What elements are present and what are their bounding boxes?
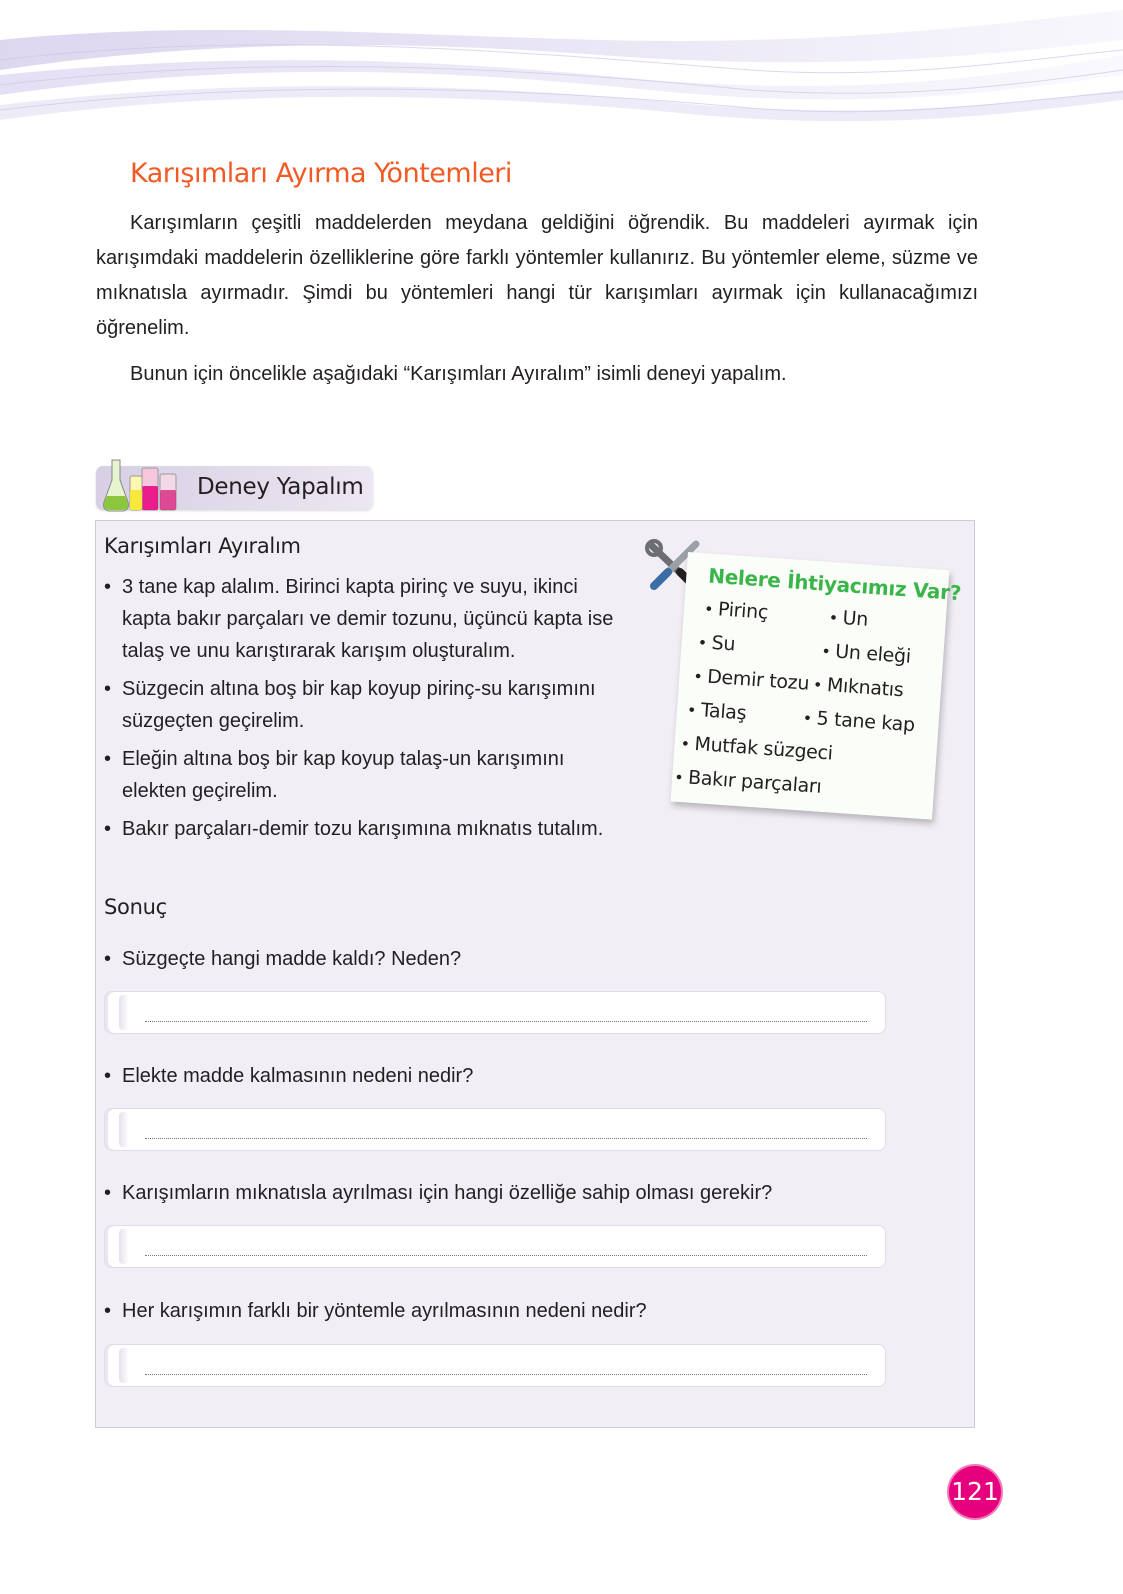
intro-paragraph: Bunun için öncelikle aşağıdaki “Karışımları Ayıralım” isimli deneyi yapalım.: [130, 363, 787, 385]
question: • Süzgeçte hangi madde kaldı? Neden?: [104, 948, 461, 971]
needs-item: • Un eleği: [821, 640, 912, 668]
list-item: • Süzgecin altına boş bir kap koyup pirinç-su karışımını süzgeçten geçirelim.: [104, 673, 624, 737]
list-item: • Bakır parçaları-demir tozu karışımına mıknatıs tutalım.: [104, 813, 624, 845]
needs-item: • Un: [828, 606, 869, 631]
result-title: Sonuç: [104, 895, 167, 919]
answer-field-tab: [119, 1229, 129, 1264]
list-item: • Eleğin altına boş bir kap koyup talaş-un karışımını elekten geçirelim.: [104, 743, 624, 807]
needs-item: • Mıknatıs: [812, 673, 904, 701]
answer-field-tab: [119, 1112, 129, 1147]
question: • Karışımların mıknatısla ayrılması için hangi özelliğe sahip olması gerekir?: [104, 1182, 772, 1205]
lab-flasks-icon: [102, 456, 182, 514]
answer-field[interactable]: [104, 1225, 886, 1268]
needs-item: • Bakır parçaları: [674, 766, 823, 798]
experiment-badge: [96, 466, 373, 510]
answer-field[interactable]: [104, 1108, 886, 1151]
experiment-title: Karışımları Ayıralım: [104, 534, 301, 558]
needs-item: • Demir tozu: [693, 665, 810, 695]
experiment-badge-label: Deney Yapalım: [197, 474, 364, 500]
header-wave-decoration: [0, 0, 1123, 150]
intro-paragraph: Karışımların çeşitli maddelerden meydana geldiğini öğrendik. Bu maddeleri ayırmak için karışımdaki maddelerin özelliklerine göre farklı yöntemler kullanırız. Bu yöntemler eleme, süzme ve mıknatısla ayırmadır. Şimdi bu yöntemleri hangi tür karışımları ayırmak için kullanacağımızı öğrenelim.: [96, 212, 978, 339]
answer-field[interactable]: [104, 991, 886, 1034]
needs-title: Nelere İhtiyacımız Var?: [707, 563, 962, 606]
page-number-badge: 121: [949, 1466, 1001, 1518]
needs-item: • Mutfak süzgeci: [680, 732, 834, 765]
answer-field-tab: [119, 1348, 129, 1383]
answer-field-tab: [119, 995, 129, 1030]
needs-card: [671, 552, 962, 820]
needs-item: • Talaş: [686, 698, 747, 724]
section-heading: Karışımları Ayırma Yöntemleri: [130, 158, 512, 189]
answer-field[interactable]: [104, 1344, 886, 1387]
needs-item: • Su: [697, 631, 736, 656]
question: • Elekte madde kalmasının nedeni nedir?: [104, 1065, 473, 1088]
list-item: • 3 tane kap alalım. Birinci kapta pirinç ve suyu, ikinci kapta bakır parçaları ve demir tozunu, üçüncü kapta ise talaş ve unu karıştırarak karışım oluşturalım.: [104, 571, 624, 667]
intro-text: [96, 206, 978, 392]
question: • Her karışımın farklı bir yöntemle ayrılmasının nedeni nedir?: [104, 1300, 647, 1323]
experiment-steps: [104, 571, 624, 851]
needs-item: • 5 tane kap: [802, 706, 916, 736]
needs-item: • Pirinç: [703, 597, 768, 623]
